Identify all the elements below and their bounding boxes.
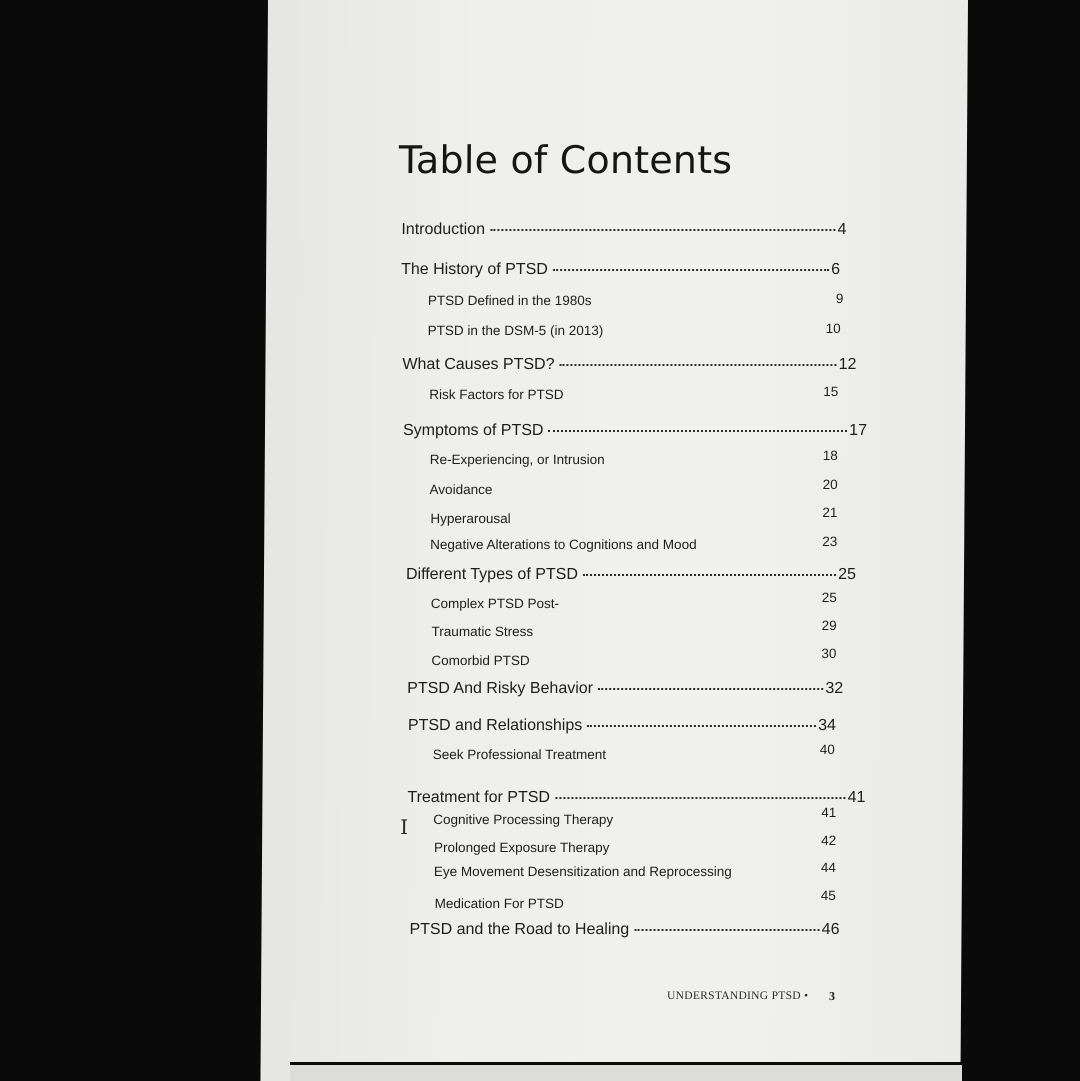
toc-entry-page: 45: [820, 888, 836, 903]
toc-subentry[interactable]: [428, 293, 592, 308]
toc-entry-page: 15: [823, 384, 839, 399]
toc-entry-page: 29: [821, 618, 837, 633]
toc-subentry[interactable]: [434, 840, 609, 855]
toc-entry-types[interactable]: [406, 566, 856, 584]
toc-subentry[interactable]: [430, 511, 510, 526]
toc-entry-label: Complex PTSD Post-: [430, 596, 560, 611]
toc-leader-dots: [560, 364, 837, 366]
toc-entry-label: Cognitive Processing Therapy: [433, 812, 614, 827]
toc-entry-page: 40: [819, 742, 835, 757]
toc-entry-road-to-healing[interactable]: [409, 921, 839, 939]
toc-entry-label: Negative Alterations to Cognitions and Mood: [430, 537, 697, 552]
toc-leader-dots: [583, 574, 836, 576]
toc-leader-dots: [490, 229, 835, 231]
toc-leader-dots: [555, 797, 846, 799]
toc-subentry[interactable]: [433, 812, 613, 827]
toc-entry-label: Medication For PTSD: [434, 896, 564, 911]
toc-entry-label: Risk Factors for PTSD: [429, 387, 564, 402]
toc-entry-relationships[interactable]: [408, 717, 836, 735]
text-cursor-icon: I: [400, 815, 409, 839]
toc-entry-label: PTSD Defined in the 1980s: [427, 293, 592, 308]
toc-entry-label: What Causes PTSD?: [402, 356, 555, 373]
toc-entry-label: The History of PTSD: [401, 261, 548, 278]
toc-entry-page: 25: [838, 566, 857, 583]
toc-subentry[interactable]: [432, 624, 534, 639]
toc-entry-page: 30: [821, 646, 837, 661]
toc-entry-label: PTSD and Relationships: [407, 717, 583, 734]
toc-leader-dots: [553, 269, 829, 271]
toc-entry-label: Hyperarousal: [430, 511, 511, 526]
toc-leader-dots: [598, 688, 823, 690]
toc-entry-page: 44: [820, 860, 837, 875]
toc-entry-page: 10: [825, 321, 841, 336]
toc-entry-label: Avoidance: [429, 482, 493, 497]
toc-entry-page: 20: [822, 477, 838, 492]
toc-subentry[interactable]: [430, 452, 605, 467]
toc-leader-dots: [548, 430, 847, 432]
toc-entry-risky-behavior[interactable]: [407, 680, 843, 698]
toc-entry-page: 41: [847, 789, 866, 806]
toc-entry-introduction[interactable]: [401, 221, 846, 239]
toc-leader-dots: [634, 929, 820, 931]
toc-subentry[interactable]: [429, 387, 563, 402]
page-number: 3: [828, 989, 836, 1003]
toc-entry-page: 4: [837, 221, 847, 238]
running-head: UNDERSTANDING PTSD •: [667, 990, 809, 1002]
toc-entry-page: 23: [822, 534, 838, 549]
toc-entry-page: 46: [821, 921, 840, 938]
toc-entry-label: Comorbid PTSD: [431, 653, 530, 668]
book-page: [260, 0, 968, 1081]
toc-entry-page: 25: [821, 590, 837, 605]
toc-entry-page: 9: [835, 291, 844, 306]
toc-entry-page: 21: [822, 505, 838, 520]
toc-entry-label: Traumatic Stress: [431, 624, 534, 639]
toc-entry-page: 12: [838, 356, 857, 373]
toc-leader-dots: [587, 725, 816, 727]
toc-subentry[interactable]: [428, 323, 604, 338]
next-page-edge: [290, 1062, 962, 1081]
toc-entry-label: Treatment for PTSD: [407, 789, 551, 806]
toc-entry-page: 32: [825, 680, 844, 697]
toc-entry-label: Introduction: [401, 221, 486, 238]
toc-subentry[interactable]: [434, 864, 732, 879]
toc-entry-label: Symptoms of PTSD: [402, 422, 544, 439]
toc-subentry[interactable]: [431, 653, 529, 668]
toc-entry-history[interactable]: [401, 261, 840, 279]
toc-entry-causes[interactable]: [402, 356, 856, 374]
toc-entry-label: Re-Experiencing, or Intrusion: [429, 452, 605, 467]
toc-entry-label: Eye Movement Desensitization and Reprocessing: [433, 864, 732, 879]
toc-entry-page: 41: [821, 805, 837, 820]
toc-subentry[interactable]: [433, 747, 606, 762]
toc-entry-treatment[interactable]: [407, 789, 865, 807]
toc-subentry[interactable]: [430, 482, 493, 497]
toc-entry-label: Seek Professional Treatment: [432, 747, 607, 762]
toc-entry-label: Prolonged Exposure Therapy: [434, 840, 610, 855]
page-title: Table of Contents: [398, 138, 733, 182]
toc-entry-page: 6: [831, 261, 841, 278]
toc-entry-label: PTSD And Risky Behavior: [407, 680, 594, 697]
toc-entry-page: 17: [849, 422, 868, 439]
toc-subentry[interactable]: [430, 537, 697, 552]
toc-subentry[interactable]: [435, 896, 564, 911]
toc-entry-label: Different Types of PTSD: [405, 566, 578, 583]
toc-entry-symptoms[interactable]: [403, 422, 867, 440]
toc-entry-page: 34: [818, 717, 836, 734]
toc-entry-page: 42: [821, 833, 837, 848]
toc-subentry[interactable]: [431, 596, 559, 611]
toc-entry-page: 18: [822, 448, 838, 463]
toc-entry-label: PTSD and the Road to Healing: [409, 921, 630, 938]
toc-entry-label: PTSD in the DSM-5 (in 2013): [427, 323, 604, 338]
